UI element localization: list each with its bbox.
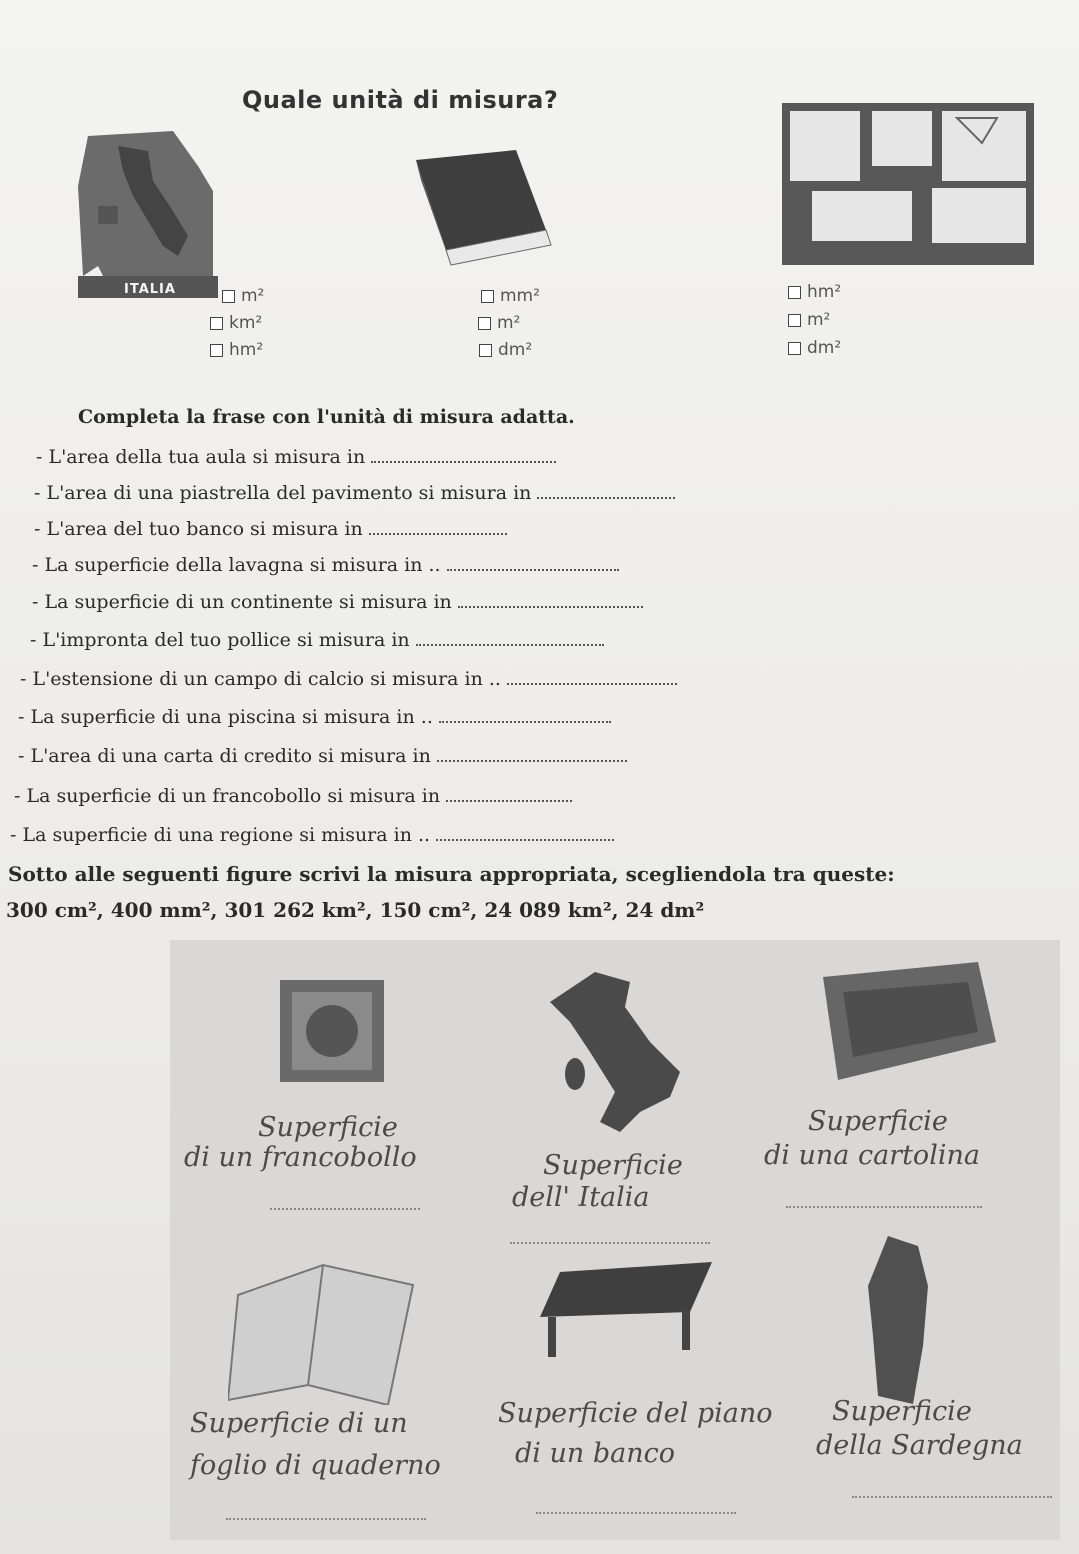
answer-blank[interactable] [458,594,643,608]
answer-line[interactable] [270,1208,420,1210]
sentence-9: - L'area di una carta di credito si misura in [18,745,627,767]
sentence-4: - La superficie della lavagna si misura in .. [32,554,619,576]
exercise2-heading: Sotto alle seguenti figure scrivi la misura appropriata, scegliendola tra queste: [8,862,895,886]
answer-blank[interactable] [437,748,627,762]
italy-map-image [78,126,218,298]
checkbox[interactable] [788,286,801,299]
checkbox[interactable] [210,317,223,330]
answer-line[interactable] [536,1512,736,1514]
answer-blank[interactable] [537,485,675,499]
sentence-10: - La superficie di un francobollo si misura in [14,785,572,807]
answer-line[interactable] [852,1496,1052,1498]
handwriting-francobollo-line2: di un francobollo [184,1142,417,1173]
sentence-2: - L'area di una piastrella del pavimento si misura in [34,482,675,504]
handwriting-italia-line2: dell' Italia [512,1182,650,1213]
sentence-1: - L'area della tua aula si misura in [36,446,556,468]
option-italy-2[interactable]: km² [210,313,262,333]
book-image [396,150,556,270]
handwriting-cartolina-line1: Superficie [808,1106,948,1137]
italy-silhouette-image [540,962,690,1132]
sentence-6: - L'impronta del tuo pollice si misura in [30,629,604,651]
handwriting-italia-line1: Superficie [543,1150,683,1181]
sentence-11: - La superficie di una regione si misura in .. [10,824,614,846]
answer-blank[interactable] [371,449,556,463]
answer-blank[interactable] [436,827,614,841]
handwriting-sardegna-line2: della Sardegna [816,1430,1023,1461]
checkbox[interactable] [788,314,801,327]
answer-blank[interactable] [507,671,677,685]
checkbox[interactable] [479,344,492,357]
exercise1-heading: Completa la frase con l'unità di misura adatta. [78,406,575,428]
checkbox[interactable] [478,317,491,330]
sentence-5: - La superficie di un continente si misura in [32,591,643,613]
handwriting-banco-line1: Superficie del piano [498,1398,773,1429]
option-plan-2[interactable]: m² [788,310,830,330]
postcard-image [818,962,996,1080]
stamp-image [280,980,384,1082]
sentence-8: - La superficie di una piscina si misura in .. [18,706,611,728]
answer-line[interactable] [786,1206,982,1208]
option-italy-1[interactable]: m² [222,286,264,306]
checkbox[interactable] [222,290,235,303]
checkbox[interactable] [481,290,494,303]
handwriting-banco-line2: di un banco [515,1438,676,1469]
option-italy-3[interactable]: hm² [210,340,263,360]
page-title: Quale unità di misura? [242,86,559,114]
handwriting-quaderno-line2: foglio di quaderno [190,1450,441,1481]
measures-list: 300 cm², 400 mm², 301 262 km², 150 cm², 24 089 km², 24 dm² [6,898,705,922]
sentence-7: - L'estensione di un campo di calcio si misura in .. [20,668,677,690]
answer-blank[interactable] [446,788,572,802]
handwriting-quaderno-line1: Superficie di un [190,1408,408,1439]
floor-plan-image [782,103,1034,265]
answer-line[interactable] [510,1242,710,1244]
italy-label: ITALIA [124,282,176,297]
option-book-3[interactable]: dm² [479,340,532,360]
notebook-image [228,1255,422,1405]
option-plan-3[interactable]: dm² [788,338,841,358]
answer-blank[interactable] [416,632,604,646]
option-book-2[interactable]: m² [478,313,520,333]
sardinia-image [868,1236,930,1404]
handwriting-francobollo-line1: Superficie [258,1112,398,1143]
answer-blank[interactable] [447,557,619,571]
checkbox[interactable] [788,342,801,355]
option-plan-1[interactable]: hm² [788,282,841,302]
handwriting-sardegna-line1: Superficie [832,1396,972,1427]
sentence-3: - L'area del tuo banco si misura in [34,518,507,540]
answer-blank[interactable] [369,521,507,535]
desk-image [540,1262,712,1362]
answer-blank[interactable] [439,709,611,723]
answer-line[interactable] [226,1518,426,1520]
option-book-1[interactable]: mm² [481,286,540,306]
handwriting-cartolina-line2: di una cartolina [764,1140,980,1171]
checkbox[interactable] [210,344,223,357]
